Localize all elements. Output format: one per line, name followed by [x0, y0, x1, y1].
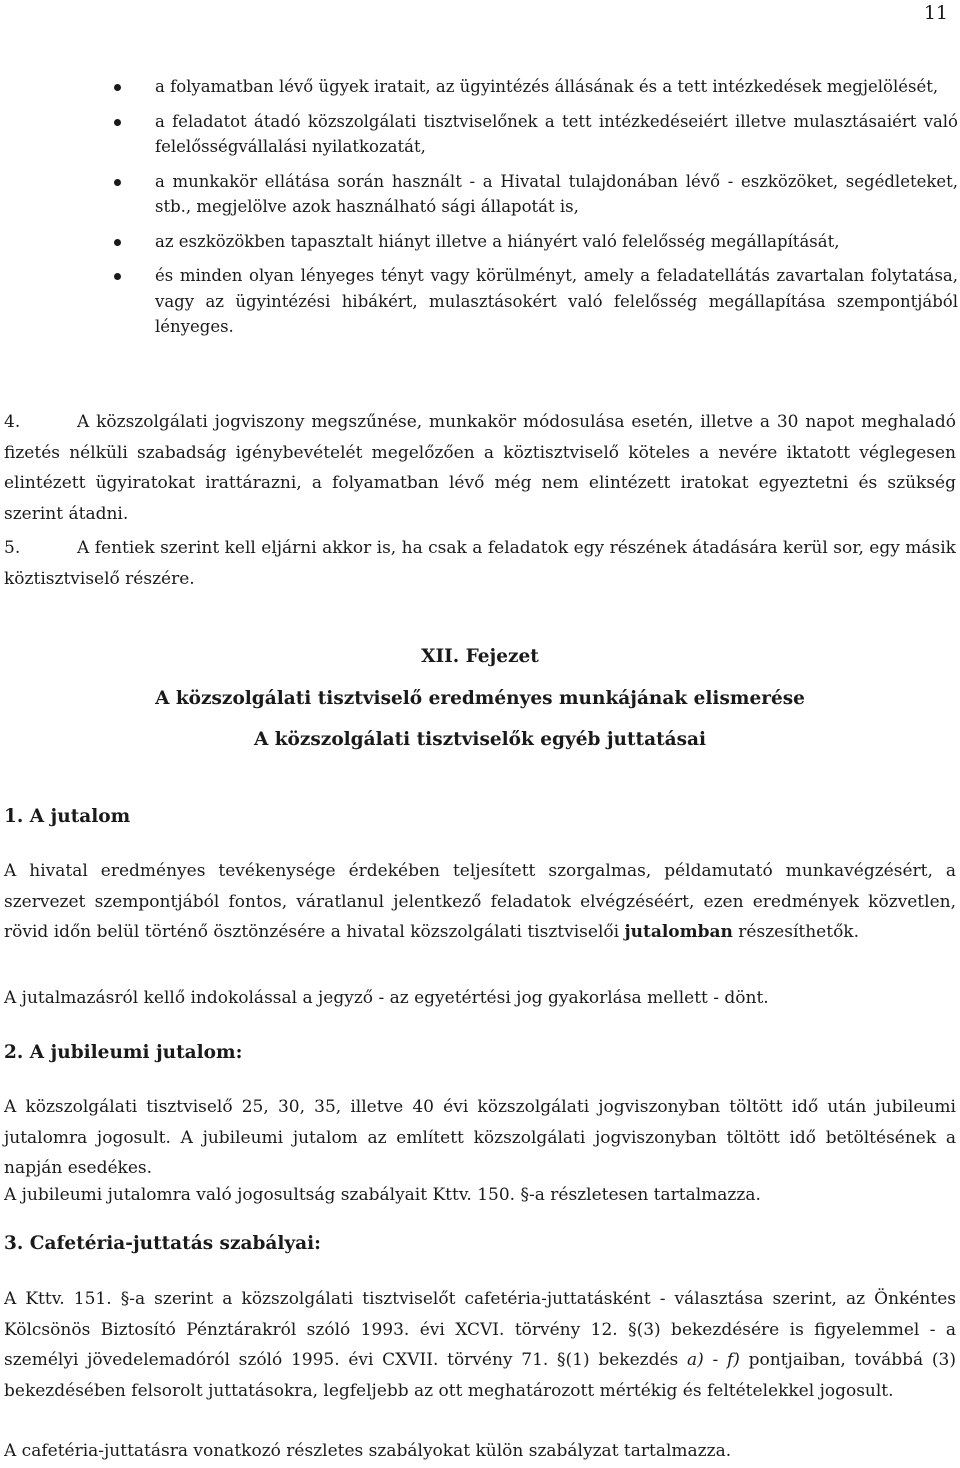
paragraph-4 — [4, 407, 956, 529]
section-heading-jubileumi: 2. A jubileumi jutalom: — [4, 1042, 243, 1063]
cafeteria-paragraph — [4, 1284, 956, 1406]
bold-term: jutalomban — [624, 922, 733, 942]
jubileumi-rules — [4, 1180, 956, 1211]
text-run: (3) bekezdésére is figyelemmel - a személyi jövedelemadóról szóló 1995. évi CXVII. törvény 71. — [4, 1319, 956, 1370]
chapter-subtitle: A közszolgálati tisztviselők egyéb juttatásai — [253, 729, 707, 750]
paragraph-5 — [4, 533, 956, 594]
section-sign: § — [120, 1289, 130, 1309]
chapter-number: XII. Fejezet — [421, 646, 539, 667]
list-item: a folyamatban lévő ügyek iratait, az ügyintézés állásának és a tett intézkedések megjelölését, — [112, 74, 958, 100]
section-heading-cafeteria: 3. Cafetéria-juttatás szabályai: — [4, 1233, 322, 1254]
italic-point: f) — [726, 1350, 740, 1370]
paragraph-number: 5. — [4, 538, 21, 558]
text-run: pontjaiban, továbbá (3) bekezdésében felsorolt juttatásokra, legfeljebb az ott meghatározott mértékig és feltételekkel jogosult. — [4, 1350, 956, 1401]
list-item: és minden olyan lényeges tényt vagy körülményt, amely a feladatellátás zavartalan folytatása, vagy az ügyintézési hibákért, mulasztásokért való felelősség megállapítása szempontjából lényeges. — [112, 263, 958, 340]
paragraph-text: A fentiek szerint kell eljárni akkor is, ha csak a feladatok egy részének átadására kerül sor, egy másik köztisztviselő részére. — [4, 538, 956, 589]
jubileumi-paragraph: A közszolgálati tisztviselő 25, 30, 35, illetve 40 évi közszolgálati jogviszonyban töltött idő után jubileumi jutalomra jogosult. A jubileumi jutalom az említett közszolgálati jogviszonyban töltött idő betöltésének a napján esedékes. — [4, 1097, 956, 1178]
section-heading-jutalom: 1. A jutalom — [4, 806, 131, 827]
jutalom-paragraph — [4, 856, 956, 948]
cafeteria-rules: A cafetéria-juttatásra vonatkozó részletes szabályokat külön szabályzat tartalmazza. — [4, 1441, 732, 1461]
text-run: A Kttv. 151. — [4, 1289, 121, 1309]
list-item: a munkakör ellátása során használt - a Hivatal tulajdonában lévő - eszközöket, segédleteket, stb., megjelölve azok használható sági állapotát is, — [112, 169, 958, 220]
text-run: A hivatal eredményes tevékenysége érdekében teljesített szorgalmas, példamutató munkavégzésért, a szervezet szempontjából fontos, váratlanul jelentkező feladatok elvégzéséért, ezen eredmények közvetlen, rövid időn belül történő ösztönzésére a hivatal közszolgálati tisztviselői — [4, 861, 956, 942]
text-run: - — [703, 1350, 727, 1370]
section-sign: § — [520, 1185, 529, 1205]
section-sign: § — [628, 1319, 637, 1340]
paragraph-number: 4. — [4, 412, 21, 432]
section-sign: § — [557, 1350, 566, 1370]
list-item: az eszközökben tapasztalt hiányt illetve a hiányért való felelősség megállapítását, — [112, 229, 958, 255]
chapter-title: A közszolgálati tisztviselő eredményes munkájának elismerése — [155, 688, 805, 709]
text-run: részesíthetők. — [732, 922, 860, 942]
jutalom-decision: A jutalmazásról kellő indokolással a jegyző - az egyetértési jog gyakorlása mellett - dönt. — [4, 988, 769, 1008]
text-run: (1) bekezdés — [565, 1350, 687, 1370]
paragraph-text: A közszolgálati jogviszony megszűnése, munkakör módosulása esetén, illetve a 30 napot meghaladó fizetés nélküli szabadság igénybevételét megelőzően a köztisztviselő köteles a nevére iktatott véglegesen elintézett ügyiratokat irattárazni, a folyamatban lévő még nem elintézett iratokat egyeztetni és szükség szerint átadni. — [4, 412, 956, 524]
italic-point: a) — [687, 1350, 704, 1370]
text-run: -a részletesen tartalmazza. — [529, 1185, 761, 1205]
text-run: A jubileumi jutalomra való jogosultság szabályait Kttv. 150. — [4, 1185, 521, 1205]
handover-list — [112, 74, 958, 349]
page-number: 11 — [923, 2, 948, 24]
list-item: a feladatot átadó közszolgálati tisztviselőnek a tett intézkedéseiért illetve mulasztásaiért való felelősségvállalási nyilatkozatát, — [112, 109, 958, 160]
text-run: -a szerint a közszolgálati tisztviselőt cafetéria-juttatásként - választása szerint, az Önkéntes Kölcsönös Biztosító Pénztárakról szóló 1993. évi XCVI. törvény 12. — [4, 1289, 956, 1340]
